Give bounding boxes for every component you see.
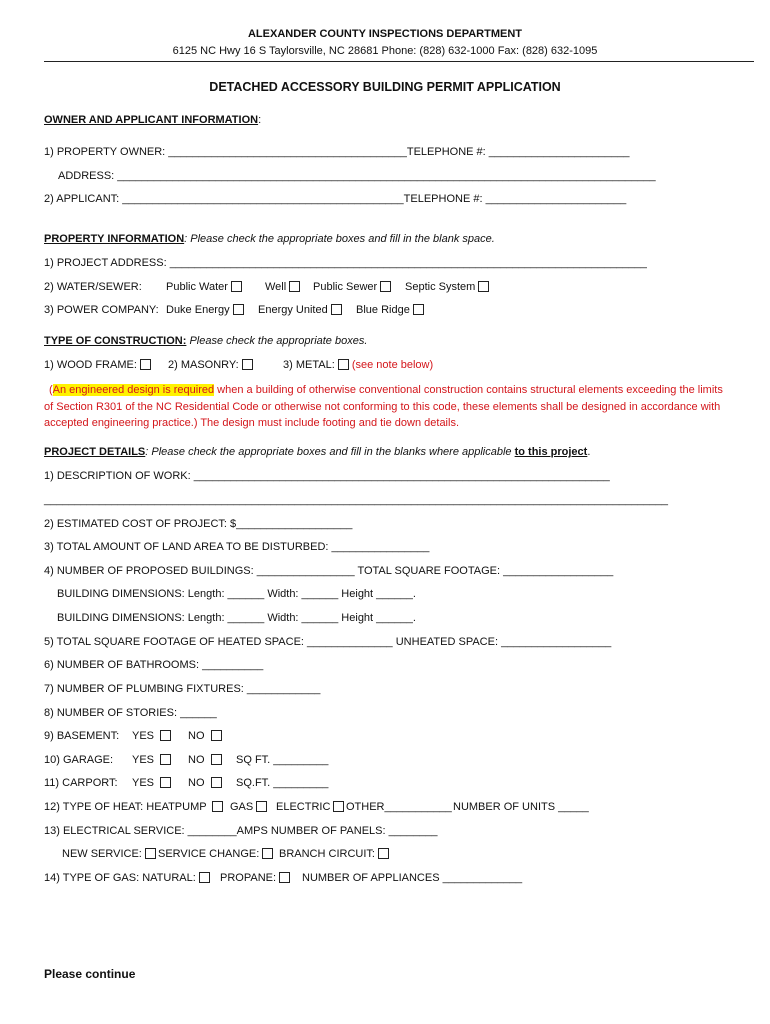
septic-system-option[interactable]: Septic System [405, 281, 489, 293]
metal-option[interactable]: 3) METAL: (see note below) [283, 359, 434, 371]
heatpump-option[interactable]: 12) TYPE OF HEAT: HEATPUMP [44, 801, 223, 813]
stories-field[interactable]: 8) NUMBER OF STORIES: ______ [44, 707, 217, 719]
land-area-field[interactable]: 3) TOTAL AMOUNT OF LAND AREA TO BE DISTURBED: ________________ [44, 541, 430, 553]
please-continue: Please continue [44, 967, 136, 981]
construction-section-heading: TYPE OF CONSTRUCTION: Please check the appropriate boxes. [44, 335, 368, 347]
basement-yes-option[interactable]: YES [132, 730, 171, 742]
branch-circuit-option[interactable]: BRANCH CIRCUIT: [279, 848, 389, 860]
garage-label: 10) GARAGE: [44, 754, 114, 766]
heated-space-field[interactable]: 5) TOTAL SQUARE FOOTAGE OF HEATED SPACE: ______________ UNHEATED SPACE: __________________ [44, 636, 612, 648]
carport-yes-option[interactable]: YES [132, 777, 171, 789]
service-change-checkbox[interactable] [262, 848, 273, 859]
service-change-option[interactable]: SERVICE CHANGE: [158, 848, 273, 860]
well-option[interactable]: Well [265, 281, 300, 293]
basement-no-option[interactable]: NO [188, 730, 222, 742]
basement-yes-checkbox[interactable] [160, 730, 171, 741]
header-rule [44, 61, 754, 62]
proposed-buildings-field[interactable]: 4) NUMBER OF PROPOSED BUILDINGS: ________________ TOTAL SQUARE FOOTAGE: __________________ [44, 565, 614, 577]
other-heat-field[interactable]: OTHER___________ [346, 801, 452, 813]
carport-yes-checkbox[interactable] [160, 777, 171, 788]
carport-no-checkbox[interactable] [211, 777, 222, 788]
natural-gas-checkbox[interactable] [199, 872, 210, 883]
garage-sqft-field[interactable]: SQ FT. _________ [236, 754, 329, 766]
gas-heat-option[interactable]: GAS [230, 801, 267, 813]
public-water-option[interactable]: Public Water [166, 281, 242, 293]
new-service-option[interactable]: NEW SERVICE: [62, 848, 156, 860]
wood-frame-checkbox[interactable] [140, 359, 151, 370]
heatpump-checkbox[interactable] [212, 801, 223, 812]
plumbing-fixtures-field[interactable]: 7) NUMBER OF PLUMBING FIXTURES: ____________ [44, 683, 321, 695]
branch-circuit-checkbox[interactable] [378, 848, 389, 859]
public-sewer-checkbox[interactable] [380, 281, 391, 292]
energy-united-checkbox[interactable] [331, 304, 342, 315]
basement-no-checkbox[interactable] [211, 730, 222, 741]
electrical-service-field[interactable]: 13) ELECTRICAL SERVICE: ________AMPS NUMBER OF PANELS: ________ [44, 825, 438, 837]
public-sewer-option[interactable]: Public Sewer [313, 281, 391, 293]
number-of-units-field[interactable]: NUMBER OF UNITS _____ [453, 801, 589, 813]
masonry-option[interactable]: 2) MASONRY: [168, 359, 253, 371]
owner-address-field[interactable]: ADDRESS: ________________________________________________________________________________________ [58, 170, 656, 182]
septic-system-checkbox[interactable] [478, 281, 489, 292]
applicant-field[interactable]: 2) APPLICANT: ______________________________________________TELEPHONE #: _______________________ [44, 193, 627, 205]
propane-checkbox[interactable] [279, 872, 290, 883]
building-dimensions-field-1[interactable]: BUILDING DIMENSIONS: Length: ______ Width: ______ Height ______. [57, 588, 416, 600]
garage-yes-option[interactable]: YES [132, 754, 171, 766]
electric-heat-checkbox[interactable] [333, 801, 344, 812]
carport-no-option[interactable]: NO [188, 777, 222, 789]
page-title: DETACHED ACCESSORY BUILDING PERMIT APPLICATION [209, 80, 561, 94]
masonry-checkbox[interactable] [242, 359, 253, 370]
power-company-label: 3) POWER COMPANY: [44, 304, 159, 316]
number-of-appliances-field[interactable]: NUMBER OF APPLIANCES _____________ [302, 872, 523, 884]
energy-united-option[interactable]: Energy United [258, 304, 342, 316]
project-address-field[interactable]: 1) PROJECT ADDRESS: ______________________________________________________________________________ [44, 257, 647, 269]
blue-ridge-option[interactable]: Blue Ridge [356, 304, 424, 316]
new-service-checkbox[interactable] [145, 848, 156, 859]
duke-energy-option[interactable]: Duke Energy [166, 304, 244, 316]
bathrooms-field[interactable]: 6) NUMBER OF BATHROOMS: __________ [44, 659, 264, 671]
propane-option[interactable]: PROPANE: [220, 872, 290, 884]
department-name: ALEXANDER COUNTY INSPECTIONS DEPARTMENT [247, 28, 522, 40]
carport-sqft-field[interactable]: SQ.FT. _________ [236, 777, 329, 789]
owner-section-heading: OWNER AND APPLICANT INFORMATION: [44, 114, 262, 126]
estimated-cost-field[interactable]: 2) ESTIMATED COST OF PROJECT: $___________________ [44, 518, 353, 530]
details-section-heading: PROJECT DETAILS: Please check the appropriate boxes and fill in the blanks where applicable to this project. [44, 446, 591, 458]
duke-energy-checkbox[interactable] [233, 304, 244, 315]
property-owner-field[interactable]: 1) PROPERTY OWNER: _______________________________________TELEPHONE #: _______________________ [44, 146, 630, 158]
description-field-line2[interactable]: ______________________________________________________________________________________________________ [44, 494, 669, 506]
well-checkbox[interactable] [289, 281, 300, 292]
gas-heat-checkbox[interactable] [256, 801, 267, 812]
building-dimensions-field-2[interactable]: BUILDING DIMENSIONS: Length: ______ Width: ______ Height ______. [57, 612, 416, 624]
garage-no-option[interactable]: NO [188, 754, 222, 766]
carport-label: 11) CARPORT: [44, 777, 118, 789]
blue-ridge-checkbox[interactable] [413, 304, 424, 315]
garage-no-checkbox[interactable] [211, 754, 222, 765]
basement-label: 9) BASEMENT: [44, 730, 120, 742]
garage-yes-checkbox[interactable] [160, 754, 171, 765]
natural-gas-option[interactable]: 14) TYPE OF GAS: NATURAL: [44, 872, 210, 884]
description-field[interactable]: 1) DESCRIPTION OF WORK: ____________________________________________________________________ [44, 470, 610, 482]
department-address: 6125 NC Hwy 16 S Taylorsville, NC 28681 Phone: (828) 632-1000 Fax: (828) 632-1095 [172, 45, 598, 57]
wood-frame-option[interactable]: 1) WOOD FRAME: [44, 359, 151, 371]
see-note-text: (see note below) [351, 359, 434, 371]
electric-heat-option[interactable]: ELECTRIC [276, 801, 344, 813]
engineered-design-note: (An engineered design is required when a building of otherwise conventional construction contains structural elements exceeding the limits of Section R301 of the NC Residential Code or otherwise not conforming to this code, these elements shall be designed in accordance with accepted engineering practice.) The design must include footing and tie down details. [44, 384, 723, 429]
metal-checkbox[interactable] [338, 359, 349, 370]
public-water-checkbox[interactable] [231, 281, 242, 292]
water-sewer-label: 2) WATER/SEWER: [44, 281, 142, 293]
property-section-heading: PROPERTY INFORMATION: Please check the appropriate boxes and fill in the blank space. [44, 233, 495, 245]
